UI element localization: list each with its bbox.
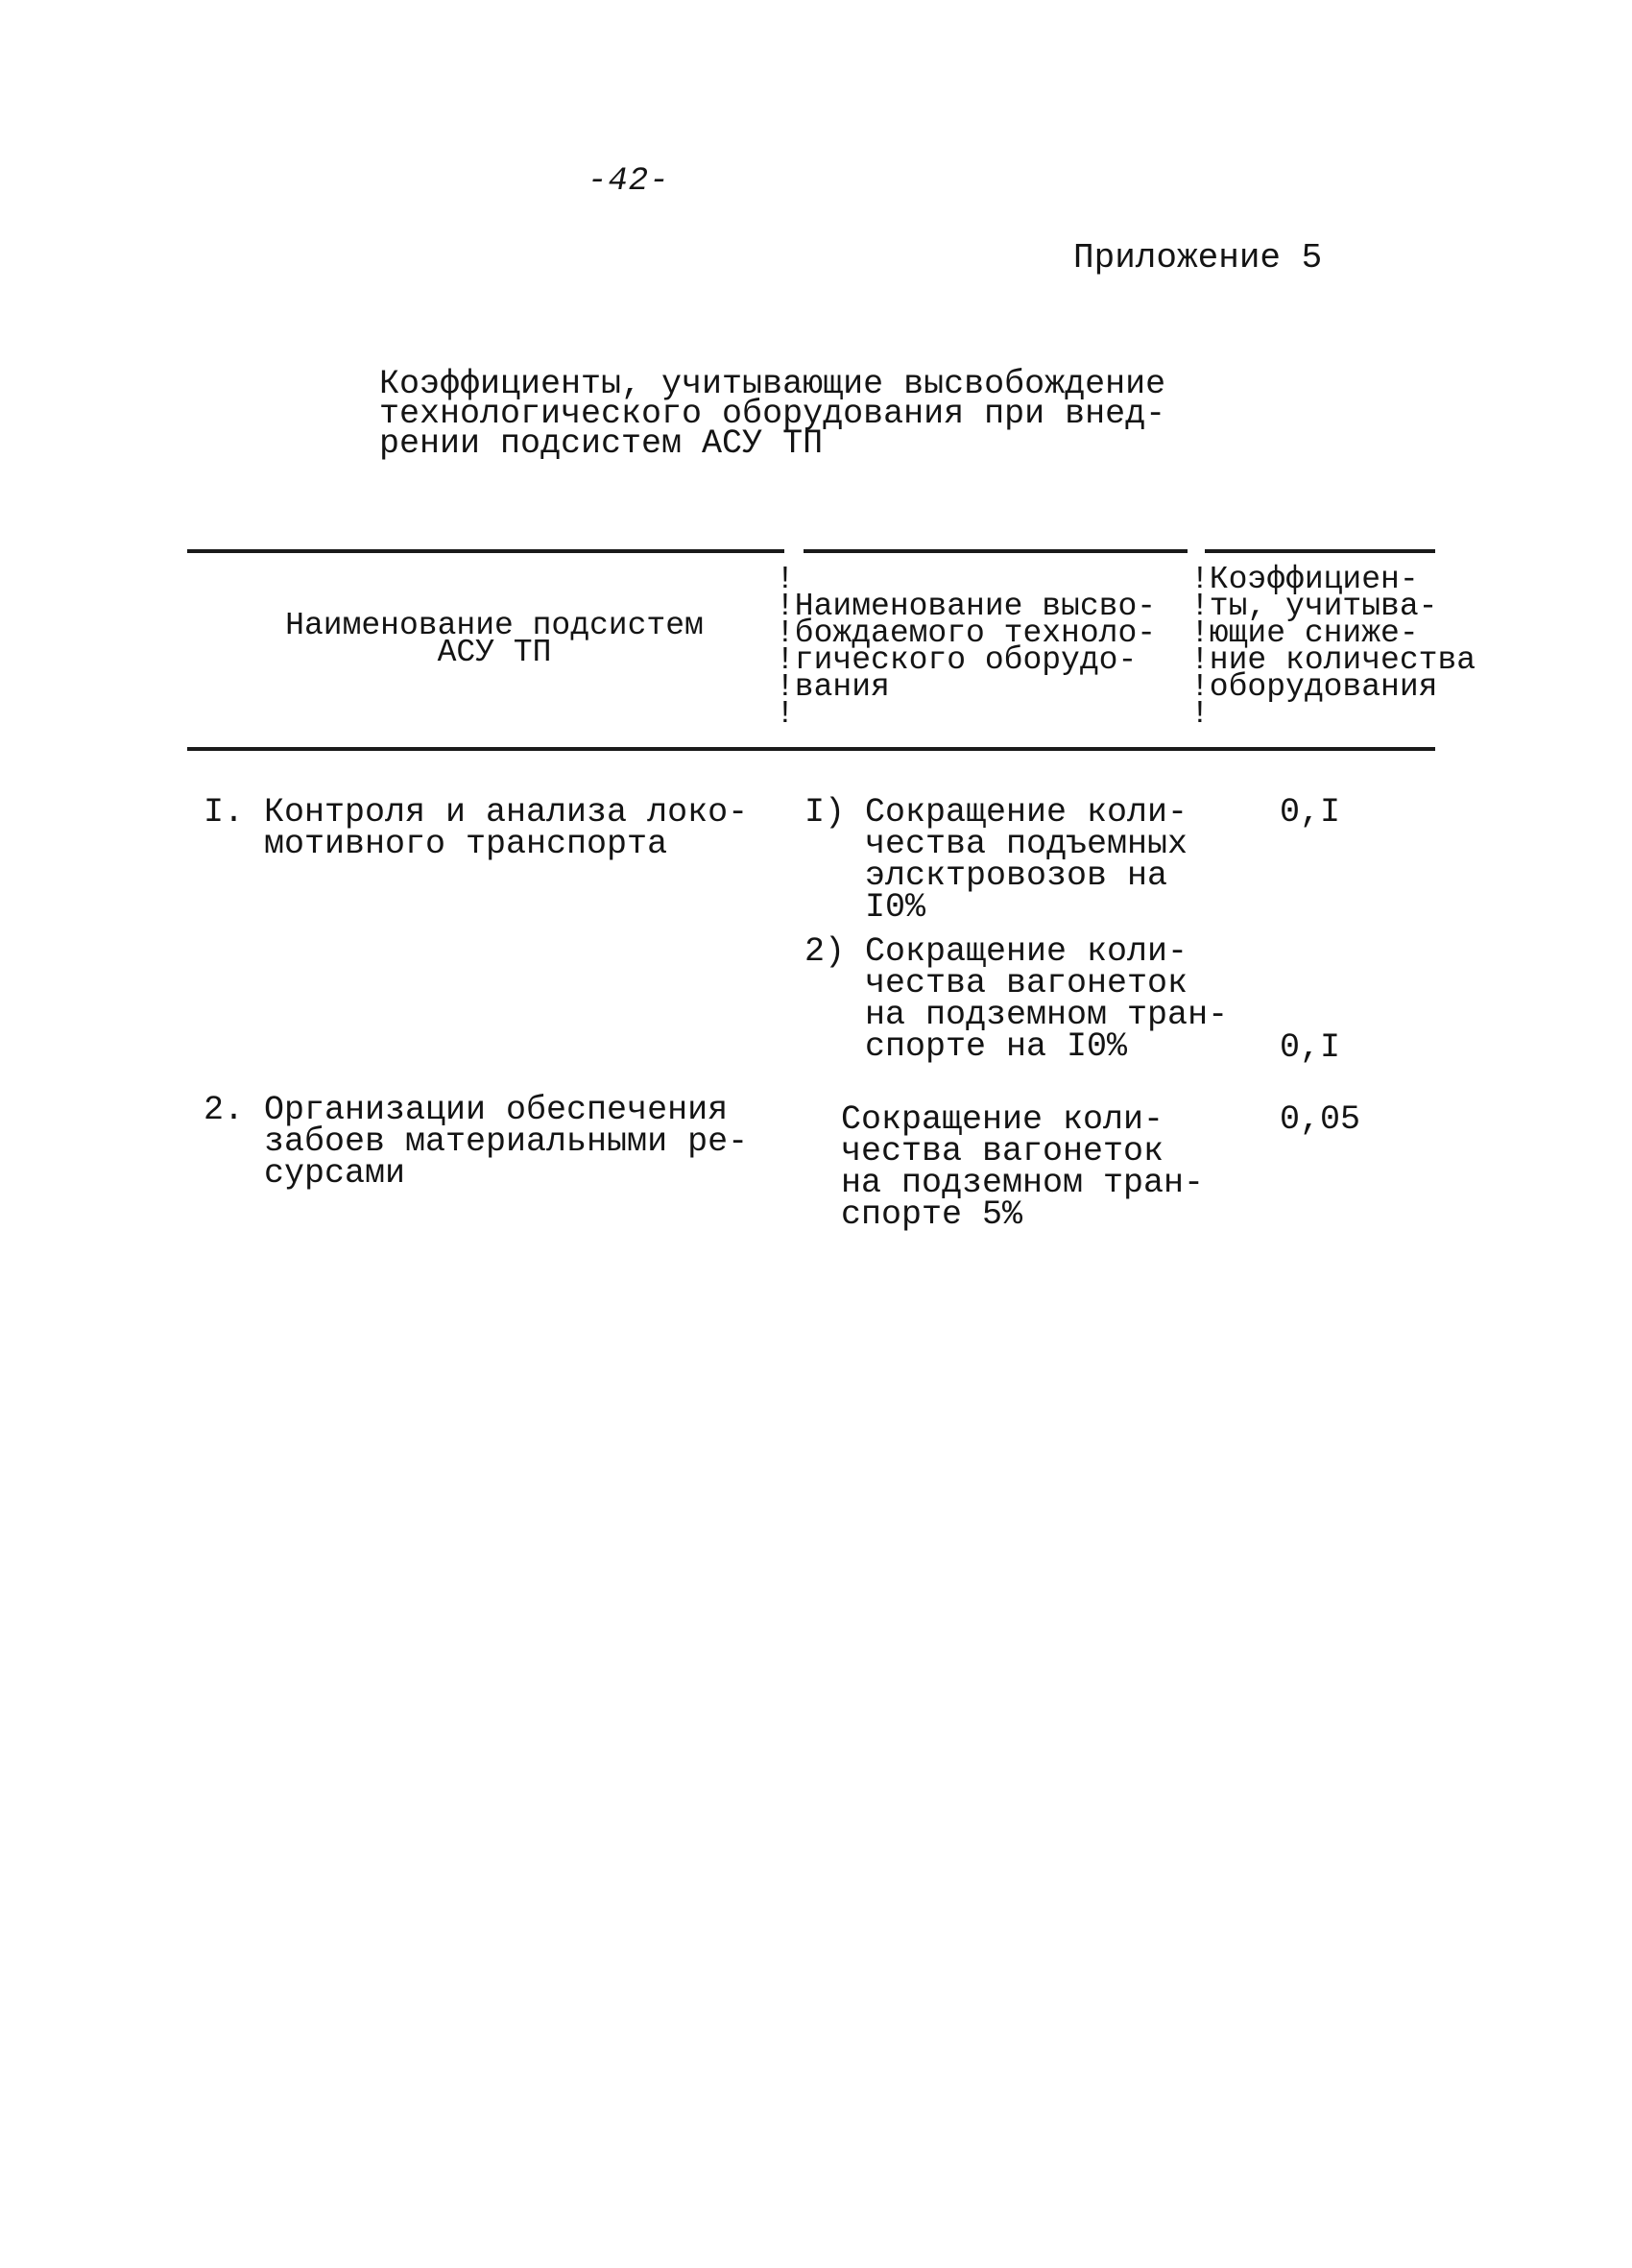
appendix-label: Приложение 5	[1073, 238, 1323, 277]
title-line: Коэффициенты, учитывающие высвобождение	[379, 365, 1166, 403]
row-1-number: I.	[204, 793, 245, 832]
row-1-item-2-text: 2) Сокращение коли- чества вагонеток на подземном тран- спорте на I0%	[804, 932, 1229, 1066]
row-2-item-1-text: Сокращение коли- чества вагонеток на подземном тран- спорте 5%	[841, 1100, 1205, 1234]
title-line: технологического оборудования при внед-	[379, 395, 1166, 433]
table-top-rule-col3	[1205, 549, 1435, 553]
header-subsystem-name: Наименование подсистем АСУ ТП	[285, 608, 704, 670]
row-2-number: 2.	[204, 1091, 245, 1129]
title-line: рении подсистем АСУ ТП	[379, 424, 824, 463]
table-top-rule-col2	[804, 549, 1188, 553]
row-2-item-1-coefficient: 0,05	[1280, 1100, 1361, 1139]
row-1-item-1-text: I) Сокращение коли- чества подъемных элсктровозов на I0%	[804, 793, 1188, 927]
page-number: -42-	[588, 163, 670, 200]
header-equipment-name: ! !Наименование высво- !бождаемого техноло- !гического оборудо- !вания !	[776, 562, 1157, 732]
table-top-rule-col1	[187, 549, 784, 553]
table-header-bottom-rule	[187, 747, 1435, 751]
row-2-subsystem: Организации обеспечения забоев материальными ре- сурсами	[264, 1091, 749, 1193]
row-1-item-1-coefficient: 0,I	[1280, 793, 1341, 832]
document-title	[379, 365, 1166, 463]
header-coefficient: !Коэффициен- !ты, учитыва- !ющие сниже- !ние количества !оборудования !	[1190, 562, 1476, 732]
row-1-item-2-coefficient: 0,I	[1280, 1028, 1341, 1067]
row-1-subsystem: Контроля и анализа локо- мотивного транспорта	[264, 793, 749, 863]
